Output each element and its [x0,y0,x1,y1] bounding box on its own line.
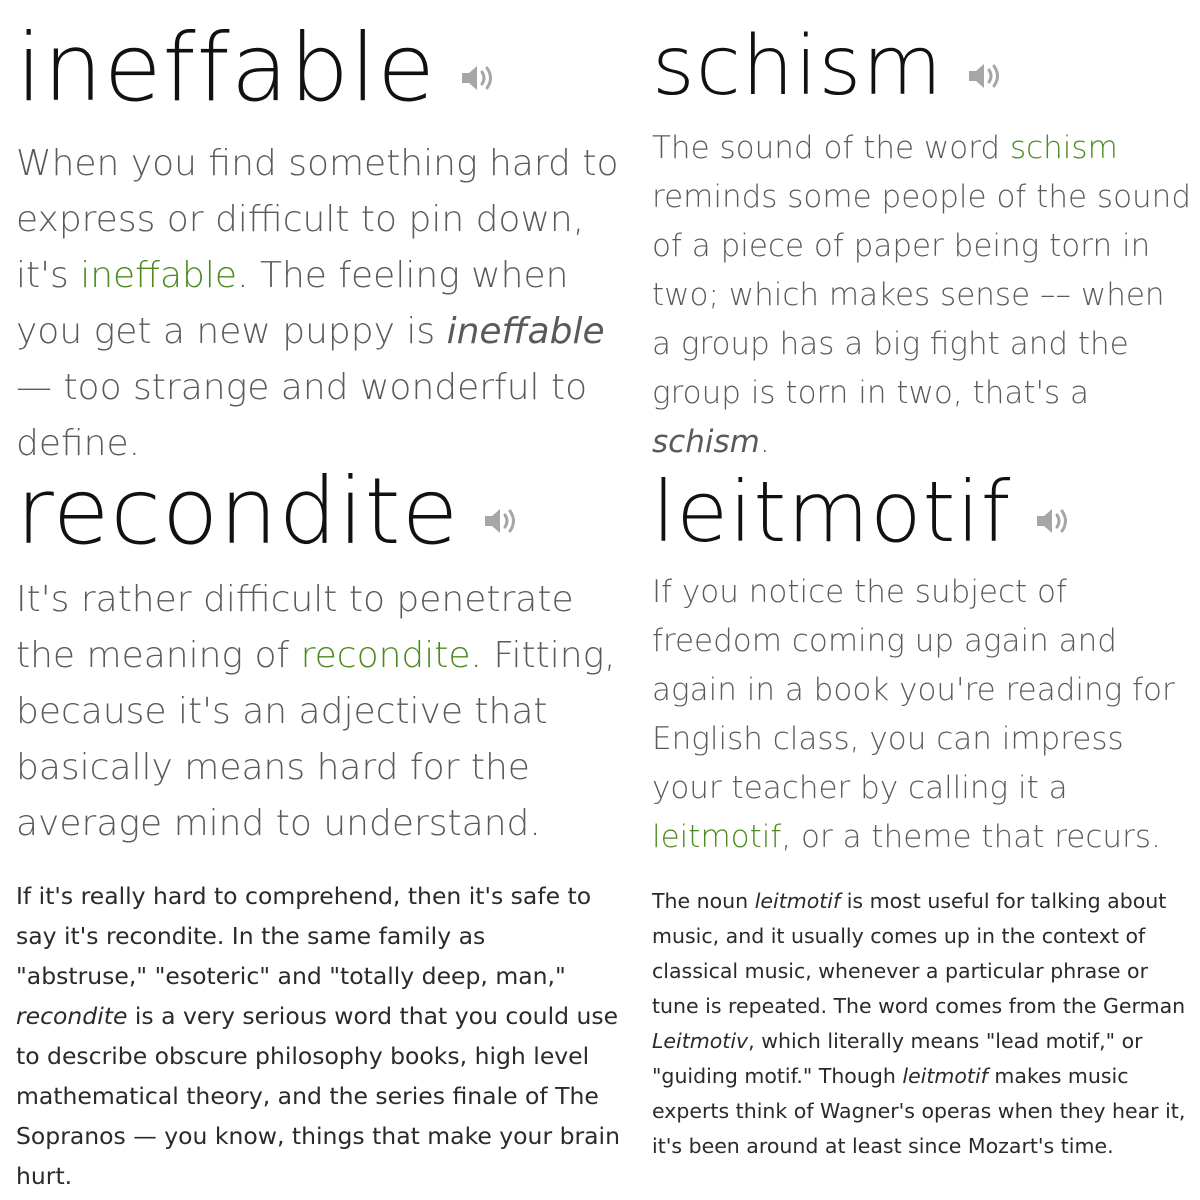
word-link[interactable]: ineffable [80,255,238,296]
word-title: schism [652,19,944,114]
entry-ineffable [0,0,630,468]
word-title: ineffable [16,14,436,123]
word-detail: If it's really hard to comprehend, then it's safe to say it's recondite. In the same family as "abstruse," "esoteric" and "totally deep, man," recondite is a very serious word that you could use to describe obscure philosophy books, high level mathematical theory, and the series finale of The Sopranos — you know, things that make your brain hurt. [16,882,620,1190]
word-heading-row [16,14,500,123]
word-blurb: The sound of the word schism reminds some people of the sound of a piece of paper being torn in two; which makes sense –– when a group has a big fight and the group is torn in two, that's a schism. [652,130,1192,460]
speaker-icon[interactable] [483,505,523,537]
word-title: recondite [16,460,460,565]
word-link[interactable]: schism [1009,130,1118,166]
word-heading-row [16,460,523,565]
word-title: leitmotif [652,463,1012,561]
entry-leitmotif [636,460,1200,1200]
entry-schism [636,0,1200,468]
word-link[interactable]: leitmotif [652,819,782,855]
word-heading-row [652,463,1075,561]
speaker-icon[interactable] [967,60,1007,92]
word-detail: The noun leitmotif is most useful for talking about music, and it usually comes up in the context of classical music, whenever a particular phrase or tune is repeated. The word comes from the German Leitmotiv, which literally means "lead motif," or "guiding motif." Though leitmotif makes music experts think of Wagner's operas when they hear it, it's been around at least since Mozart's time. [652,889,1186,1158]
speaker-icon[interactable] [1035,505,1075,537]
word-blurb: When you find something hard to express or difficult to pin down, it's ineffable. The feeling when you get a new puppy is ineffable — too strange and wonderful to define. [16,143,619,464]
word-blurb: If you notice the subject of freedom coming up again and again in a book you're reading for English class, you can impress your teacher by calling it a leitmotif, or a theme that recurs. [652,574,1175,855]
word-link[interactable]: recondite [300,635,471,676]
entry-recondite [0,460,630,1200]
word-heading-row [652,19,1007,114]
word-blurb: It's rather difficult to penetrate the meaning of recondite. Fitting, because it's an adjective that basically means hard for the average mind to understand. [16,579,616,844]
speaker-icon[interactable] [460,62,500,94]
